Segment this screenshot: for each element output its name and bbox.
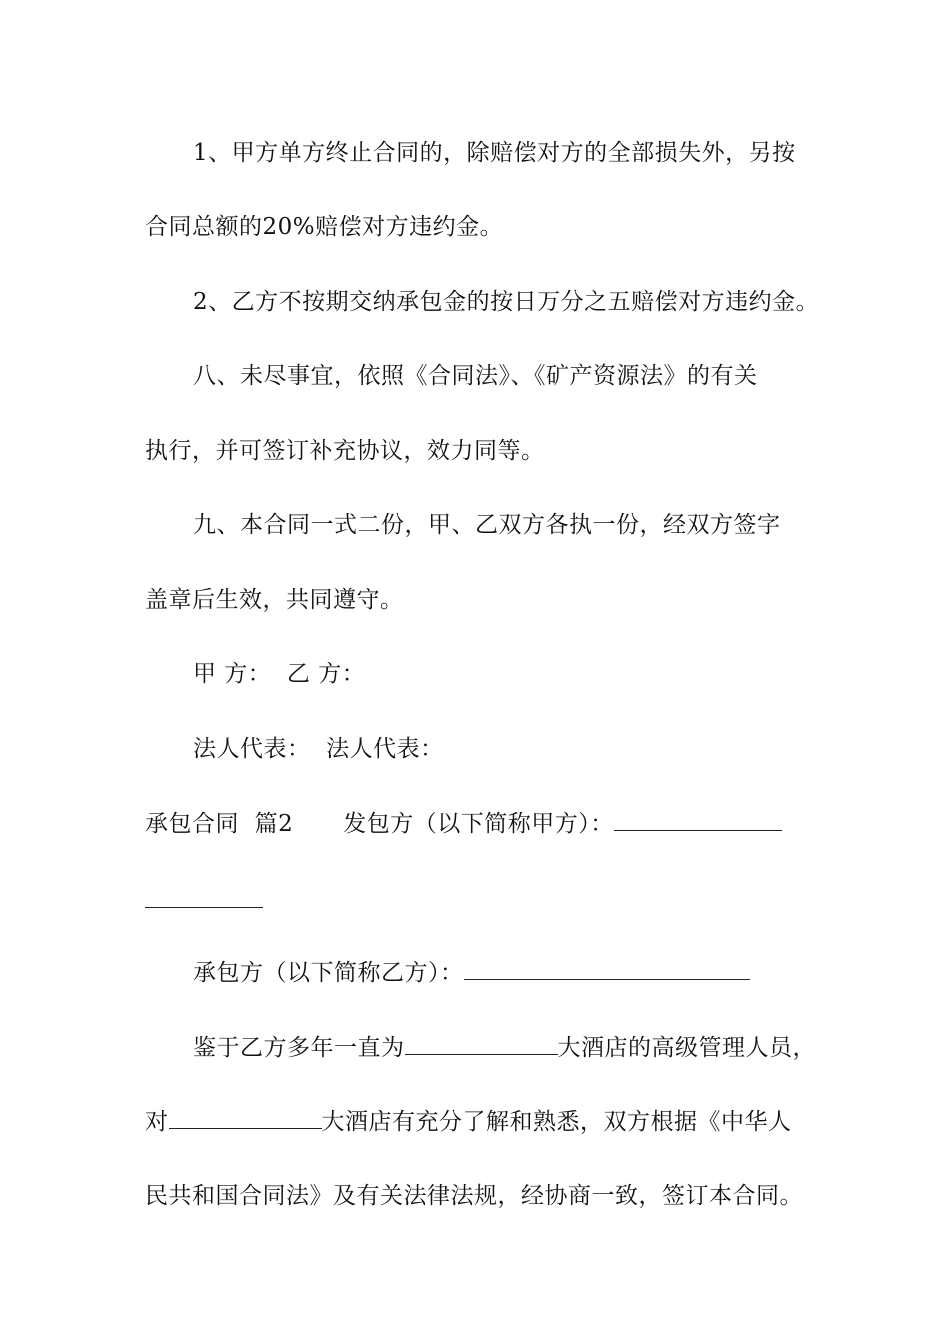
contract2-heading: 承包合同 篇2	[145, 811, 294, 837]
party-a-label: 发包方（以下简称甲方）：	[343, 811, 614, 837]
party-b-blank	[464, 957, 750, 980]
recital-text-c: 对	[145, 1109, 169, 1135]
recital-text-b: 大酒店的高级管理人员，	[557, 1035, 816, 1061]
party-b-label: 承包方（以下简称乙方）：	[193, 960, 464, 986]
recital-line-2	[145, 1106, 792, 1137]
clause-7-2: 2、乙方不按期交纳承包金的按日万分之五赔偿对方违约金。	[193, 289, 820, 315]
clause-7-1-line-2: 合同总额的20%赔偿对方违约金。	[145, 214, 504, 240]
legal-rep-line: 法人代表： 法人代表：	[193, 736, 444, 762]
clause-9-line-2: 盖章后生效，共同遵守。	[145, 587, 404, 613]
recital-text-a: 鉴于乙方多年一直为	[193, 1035, 405, 1061]
clause-7-1-line-1: 1、甲方单方终止合同的，除赔偿对方的全部损失外，另按	[193, 140, 796, 166]
clause-8-line-2: 执行，并可签订补充协议，效力同等。	[145, 438, 545, 464]
recital-line-1	[193, 1032, 816, 1063]
contract2-header-line	[145, 808, 782, 839]
clause-9-line-1: 九、本合同一式二份，甲、乙双方各执一份，经双方签字	[193, 512, 781, 538]
hotel-name-blank-2	[169, 1106, 322, 1129]
party-a-blank-continued	[145, 907, 263, 908]
party-a-blank	[614, 808, 782, 831]
hotel-name-blank-1	[405, 1032, 558, 1055]
recital-line-3: 民共和国合同法》及有关法律法规，经协商一致，签订本合同。	[145, 1183, 803, 1209]
party-b-line	[193, 957, 750, 988]
recital-text-d: 大酒店有充分了解和熟悉，双方根据《中华人	[321, 1109, 792, 1135]
clause-8-line-1: 八、未尽事宜，依照《合同法》、《矿产资源法》的有关	[193, 363, 758, 389]
party-signature-line: 甲 方： 乙 方：	[193, 661, 366, 687]
